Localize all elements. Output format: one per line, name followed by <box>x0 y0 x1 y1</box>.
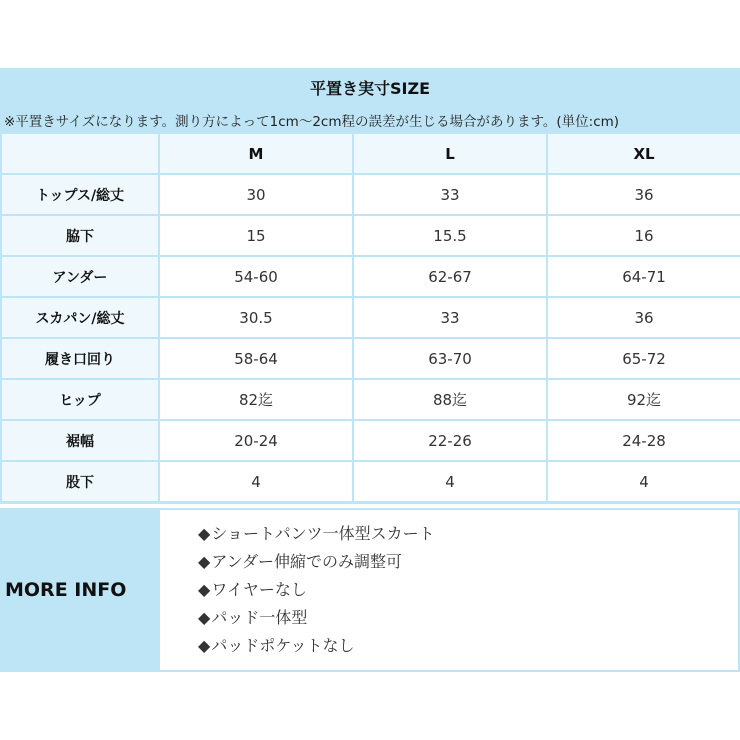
diamond-bullet-icon: ◆ <box>198 524 211 543</box>
table-cell: 30.5 <box>160 298 352 337</box>
column-header-xl: XL <box>548 134 740 173</box>
table-cell: 92迄 <box>548 380 740 419</box>
table-cell: 16 <box>548 216 740 255</box>
row-label: トップス/総丈 <box>2 175 158 214</box>
table-cell: 82迄 <box>160 380 352 419</box>
size-chart-title: 平置き実寸SIZE <box>309 79 430 98</box>
list-item <box>198 632 435 660</box>
diamond-bullet-icon: ◆ <box>198 580 211 599</box>
list-item <box>198 576 435 604</box>
table-cell: 20-24 <box>160 421 352 460</box>
table-cell: 33 <box>354 298 546 337</box>
table-cell: 88迄 <box>354 380 546 419</box>
table-cell: 62-67 <box>354 257 546 296</box>
table-cell: 24-28 <box>548 421 740 460</box>
diamond-bullet-icon: ◆ <box>198 608 211 627</box>
column-header-l: L <box>354 134 546 173</box>
row-label: 裾幅 <box>2 421 158 460</box>
feature-text: ワイヤーなし <box>211 580 307 599</box>
feature-list <box>198 520 435 660</box>
table-cell: 15 <box>160 216 352 255</box>
list-item <box>198 604 435 632</box>
list-item <box>198 520 435 548</box>
table-cell: 63-70 <box>354 339 546 378</box>
table-cell: 15.5 <box>354 216 546 255</box>
more-info-label: MORE INFO <box>5 579 127 601</box>
table-corner-cell <box>2 134 158 173</box>
list-item <box>198 548 435 576</box>
table-cell: 36 <box>548 175 740 214</box>
row-label: 脇下 <box>2 216 158 255</box>
row-label: ヒップ <box>2 380 158 419</box>
measurement-note: ※平置きサイズになります。測り方によって1cm〜2cm程の誤差が生じる場合があります。(単位:cm) <box>4 114 620 130</box>
table-cell: 58-64 <box>160 339 352 378</box>
row-label: 履き口回り <box>2 339 158 378</box>
row-label: 股下 <box>2 462 158 501</box>
table-cell: 36 <box>548 298 740 337</box>
table-cell: 4 <box>354 462 546 501</box>
table-cell: 22-26 <box>354 421 546 460</box>
table-cell: 33 <box>354 175 546 214</box>
row-label: アンダー <box>2 257 158 296</box>
table-cell: 4 <box>548 462 740 501</box>
table-cell: 65-72 <box>548 339 740 378</box>
size-table <box>2 134 738 501</box>
feature-text: パッド一体型 <box>211 608 308 627</box>
feature-text: アンダー伸縮でのみ調整可 <box>211 552 403 571</box>
table-cell: 30 <box>160 175 352 214</box>
more-info-section <box>0 508 740 672</box>
table-cell: 64-71 <box>548 257 740 296</box>
column-header-m: M <box>160 134 352 173</box>
feature-text: ショートパンツ一体型スカート <box>211 524 435 543</box>
feature-text: パッドポケットなし <box>211 636 355 655</box>
diamond-bullet-icon: ◆ <box>198 636 211 655</box>
size-chart-section <box>0 68 740 504</box>
more-info-panel <box>160 510 738 670</box>
row-label: スカパン/総丈 <box>2 298 158 337</box>
table-cell: 54-60 <box>160 257 352 296</box>
diamond-bullet-icon: ◆ <box>198 552 211 571</box>
table-cell: 4 <box>160 462 352 501</box>
